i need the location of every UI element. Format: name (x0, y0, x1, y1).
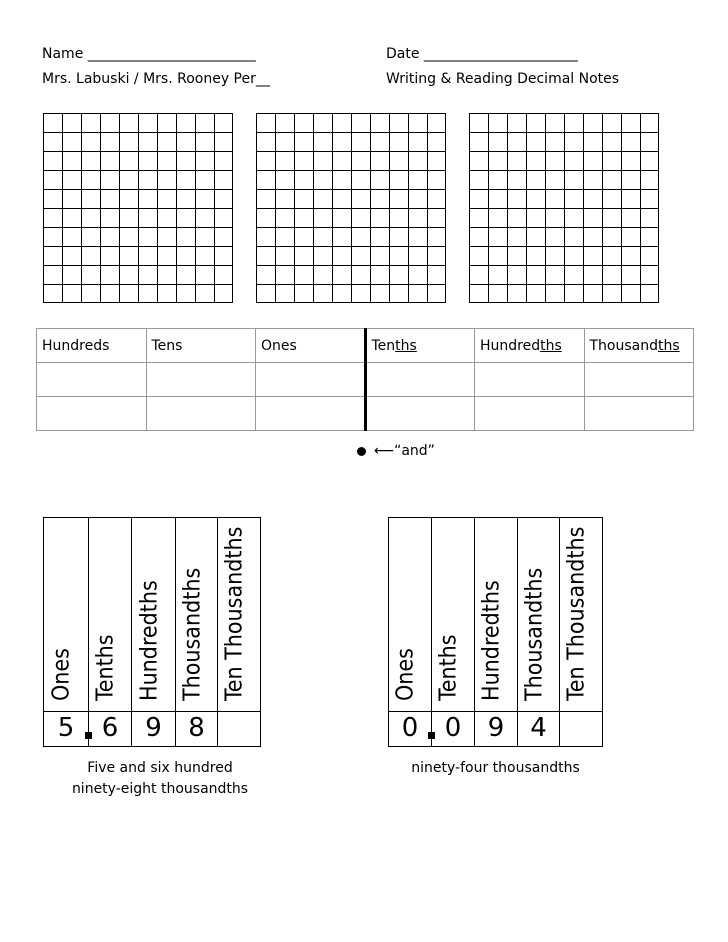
digit-cell[interactable] (560, 711, 602, 746)
digit-cell[interactable]: 8 (176, 711, 217, 746)
digit-cell[interactable] (218, 711, 260, 746)
hundred-grid-1 (43, 113, 233, 303)
name-field[interactable]: Name ________________________ (42, 46, 256, 62)
page-title: Writing & Reading Decimal Notes (386, 71, 620, 87)
place-value-cell[interactable] (475, 397, 585, 431)
place-value-cell[interactable] (146, 363, 256, 397)
column-header: Tenths (365, 329, 475, 363)
place-value-cell[interactable] (256, 397, 366, 431)
place-label: Ten Thousandths (221, 526, 248, 701)
teacher-period: Mrs. Labuski / Mrs. Rooney Per__ (42, 71, 270, 87)
place-column (218, 518, 260, 746)
digit-cell[interactable]: 9 (475, 711, 517, 746)
example-2-words: ninety-four thousandths (411, 760, 580, 776)
place-value-cell[interactable] (146, 397, 256, 431)
place-column (518, 518, 560, 746)
place-value-cell[interactable] (584, 363, 694, 397)
place-label: Tenths (92, 634, 119, 701)
hundred-grid-3 (469, 113, 659, 303)
column-header: Tens (146, 329, 256, 363)
place-label: Thousandths (521, 567, 547, 701)
place-column (389, 518, 432, 746)
example-chart-2 (388, 517, 603, 747)
example-chart-1 (43, 517, 261, 747)
place-column (89, 518, 132, 746)
digit-cell[interactable]: 5 (44, 711, 88, 746)
place-column (560, 518, 602, 746)
hundred-grid-2 (256, 113, 446, 303)
place-label: Ones (48, 648, 75, 701)
place-value-cell[interactable] (365, 397, 475, 431)
place-value-cell[interactable] (37, 363, 147, 397)
example-1-words: Five and six hundred ninety-eight thousandths (71, 760, 249, 797)
place-column (176, 518, 218, 746)
column-header: Thousandths (584, 329, 694, 363)
place-label: Hundredths (478, 580, 505, 701)
place-column (44, 518, 89, 746)
place-column (475, 518, 518, 746)
place-label: Thousandths (179, 567, 205, 701)
digit-cell[interactable]: 4 (518, 711, 559, 746)
place-label: Ones (392, 648, 419, 701)
decimal-point-marker (357, 443, 435, 459)
place-column (132, 518, 176, 746)
place-label: Ten Thousandths (563, 526, 590, 701)
place-value-table (36, 328, 694, 431)
place-label: Tenths (435, 634, 462, 701)
column-header: Ones (256, 329, 366, 363)
place-value-cell[interactable] (584, 397, 694, 431)
column-header: Hundreds (37, 329, 147, 363)
place-value-cell[interactable] (475, 363, 585, 397)
digit-cell[interactable]: 9 (132, 711, 175, 746)
digit-cell[interactable]: 6 (89, 711, 131, 746)
decimal-point (428, 732, 435, 739)
place-value-cell[interactable] (256, 363, 366, 397)
digit-cell[interactable]: 0 (432, 711, 474, 746)
decimal-dot-icon (357, 447, 366, 456)
column-header: Hundredths (475, 329, 585, 363)
and-label: “and” (394, 443, 435, 459)
date-field[interactable]: Date ______________________ (386, 46, 578, 62)
place-value-cell[interactable] (37, 397, 147, 431)
place-value-cell[interactable] (365, 363, 475, 397)
place-column (432, 518, 475, 746)
left-arrow-icon: ⟵ (374, 443, 395, 459)
digit-cell[interactable]: 0 (389, 711, 431, 746)
decimal-point (85, 732, 92, 739)
place-label: Hundredths (136, 580, 162, 701)
